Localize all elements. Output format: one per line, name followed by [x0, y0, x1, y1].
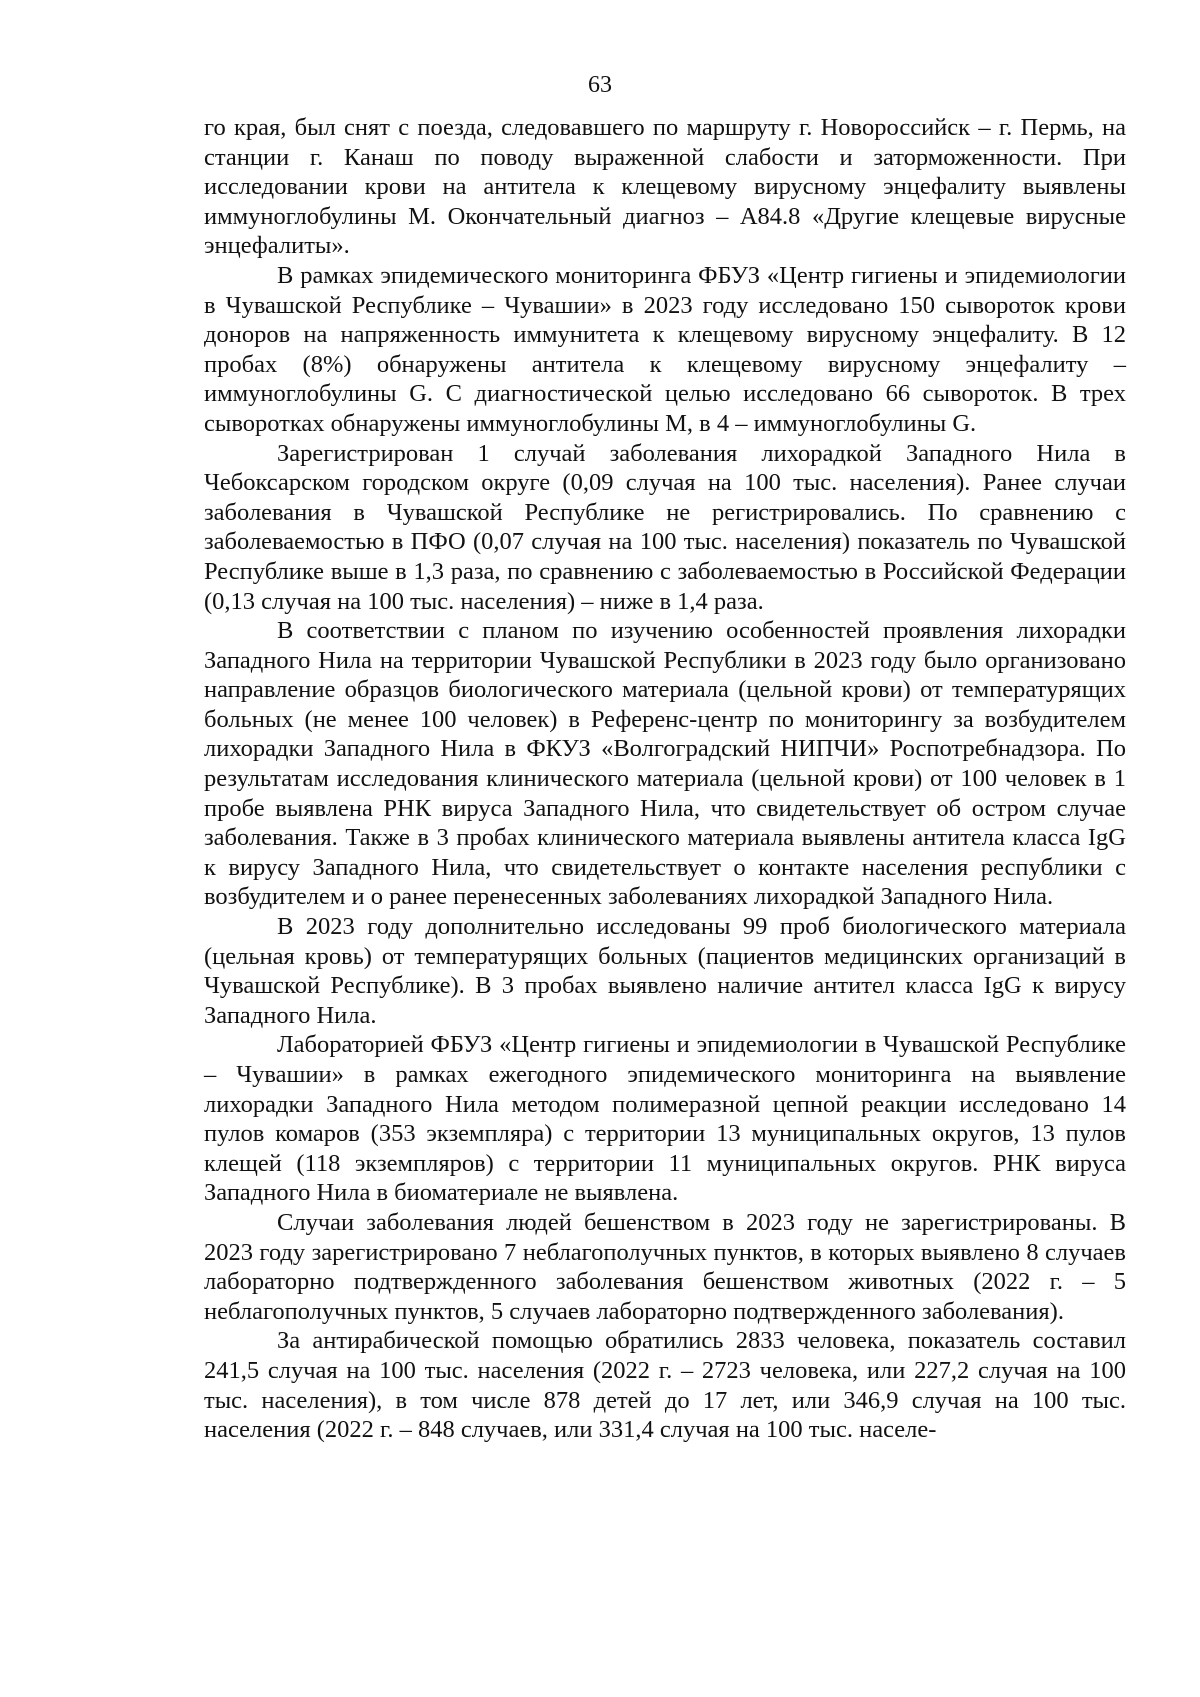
page-number: 63 [588, 72, 612, 98]
paragraph-west-nile-additional-samples: В 2023 году дополнительно исследованы 99 проб биологического материала (цельная кровь) от температурящих больных (пациентов медицинских организаций в Чувашской Республике). В 3 пробах выявлено наличие антител класса IgG к вирусу Западного Нила. [204, 913, 1126, 1029]
paragraph-rabies-cases: Случаи заболевания людей бешенством в 2023 году не зарегистрированы. В 2023 году зарегистрировано 7 неблагополучных пунктов, в которых выявлено 8 случаев лабораторно подтвержденного заболевания бешенством животных (2022 г. – 5 неблагополучных пунктов, 5 случаев лабораторно подтвержденного заболевания). [204, 1208, 1126, 1325]
paragraph-west-nile-reference-center: В соответствии с планом по изучению особенностей проявления лихорадки Западного Нила на территории Чувашской Республики в 2023 году было организовано направление образцов биологического материала (цельной крови) от температурящих больных (не менее 100 человек) в Референс-центр по мониторингу за возбудителем лихорадки Западного Нила в ФКУЗ «Волгоградский НИПЧИ» Роспотребнадзора. По результатам исследования клинического материала (цельной крови) от 100 человек в 1 пробе выявлена РНК вируса Западного Нила, что свидетельствует об остром случае заболевания. Также в 3 пробах клинического материала выявлены антитела класса IgG к вирусу Западного Нила, что свидетельствует о контакте населения республики с возбудителем и о ранее перенесенных заболеваниях лихорадкой Западного Нила. [204, 617, 1126, 911]
paragraph-west-nile-case: Зарегистрирован 1 случай заболевания лихорадкой Западного Нила в Чебоксарском городском округе (0,09 случая на 100 тыс. населения). Ранее случаи заболевания в Чувашской Республике не регистрировались. По сравнению с заболеваемостью в ПФО (0,07 случая на 100 тыс. населения) показатель по Чувашской Республике выше в 1,3 раза, по сравнению с заболеваемостью в Российской Федерации (0,13 случая на 100 тыс. населения) – ниже в 1,4 раза. [204, 439, 1126, 615]
paragraph-antirabies-care: За антирабической помощью обратились 2833 человека, показатель составил 241,5 случая на 100 тыс. населения (2022 г. – 2723 человека, или 227,2 случая на 100 тыс. населения), в том числе 878 детей до 17 лет, или 346,9 случая на 100 тыс. населения (2022 г. – 848 случаев, или 331,4 случая на 100 тыс. населе- [204, 1327, 1126, 1444]
paragraph-tbe-donor-monitoring: В рамках эпидемического мониторинга ФБУЗ «Центр гигиены и эпидемиологии в Чувашской Республике – Чувашии» в 2023 году исследовано 150 сывороток крови доноров на напряженность иммунитета к клещевому вирусному энцефалиту. В 12 пробах (8%) обнаружены антитела к клещевому вирусному энцефалиту – иммуноглобулины G. С диагностической целью исследовано 66 сывороток. В трех сыворотках обнаружены иммуноглобулины М, в 4 – иммуноглобулины G. [204, 261, 1126, 437]
paragraph-west-nile-vector-monitoring: Лабораторией ФБУЗ «Центр гигиены и эпидемиологии в Чувашской Республике – Чувашии» в рамках ежегодного эпидемического мониторинга на выявление лихорадки Западного Нила методом полимеразной цепной реакции исследовано 14 пулов комаров (353 экземпляра) с территории 13 муниципальных округов, 13 пулов клещей (118 экземпляров) с территории 11 муниципальных округов. РНК вируса Западного Нила в биоматериале не выявлена. [204, 1031, 1126, 1207]
body-text [204, 113, 1126, 1445]
paragraph-tbe-case-continuation: го края, был снят с поезда, следовавшего по маршруту г. Новороссийск – г. Пермь, на станции г. Канаш по поводу выраженной слабости и заторможенности. При исследовании крови на антитела к клещевому вирусному энцефалиту выявлены иммуноглобулины М. Окончательный диагноз – А84.8 «Другие клещевые вирусные энцефалиты». [204, 114, 1126, 260]
